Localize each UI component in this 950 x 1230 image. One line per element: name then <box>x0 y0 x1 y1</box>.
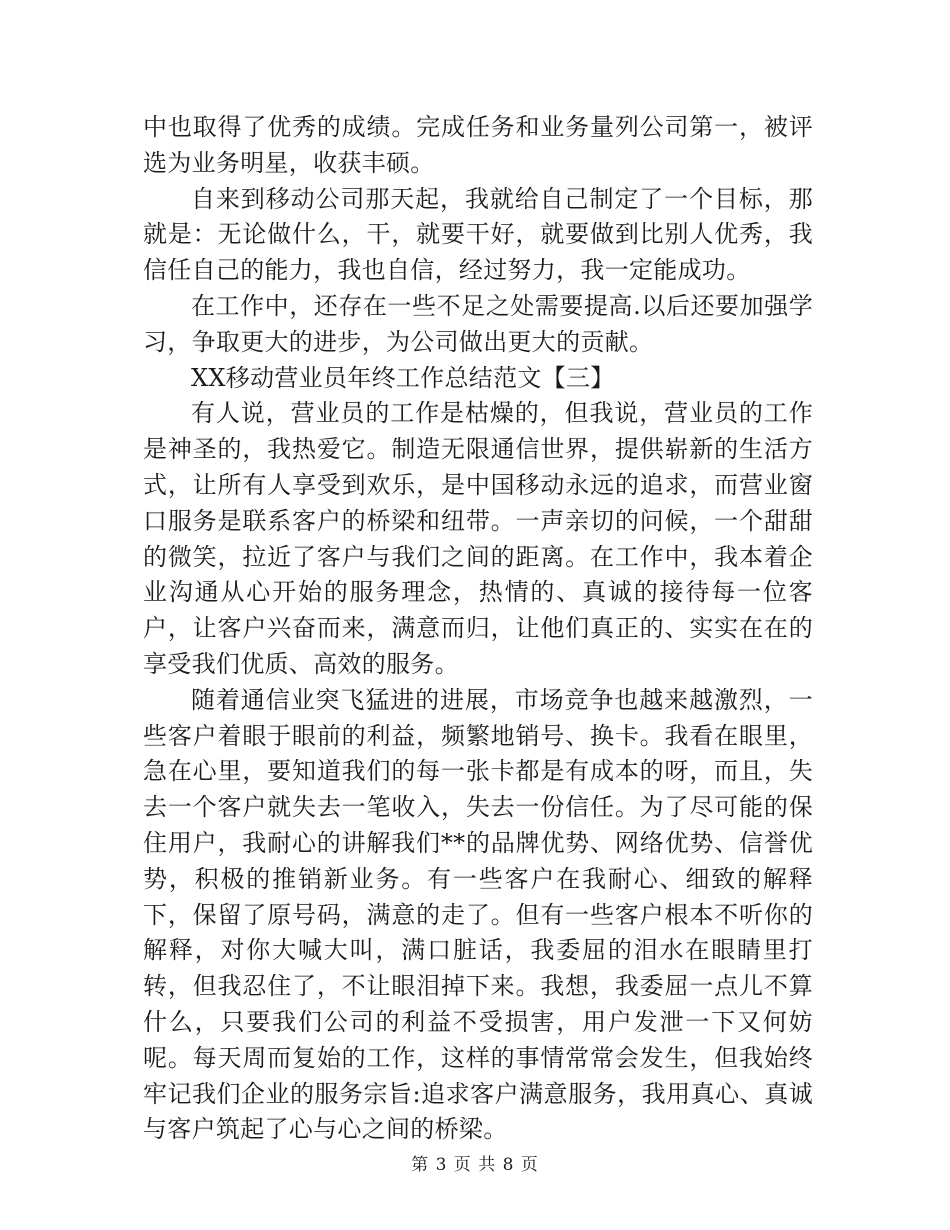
paragraph-2: 自来到移动公司那天起，我就给自己制定了一个目标，那就是：无论做什么，干，就要干好，就要做到比别人优秀，我信任自己的能力，我也自信，经过努力，我一定能成功。 <box>143 184 813 285</box>
paragraph-1: 中也取得了优秀的成绩。完成任务和业务量列公司第一，被评选为业务明星，收获丰硕。 <box>143 113 813 177</box>
paragraph-5: 随着通信业突飞猛进的进展，市场竞争也越来越激烈，一些客户着眼于眼前的利益，频繁地销号、换卡。我看在眼里，急在心里，要知道我们的每一张卡都是有成本的呀，而且，失去一个客户就失去一笔收入，失去一份信任。为了尽可能的保住用户，我耐心的讲解我们**的品牌优势、网络优势、信誉优势，积极的推销新业务。有一些客户在我耐心、细致的解释下，保留了原号码，满意的走了。但有一些客户根本不听你的解释，对你大喊大叫，满口脏话，我委屈的泪水在眼睛里打转，但我忍住了，不让眼泪掉下来。我想，我委屈一点儿不算什么，只要我们公司的利益不受损害，用户发泄一下又何妨呢。每天周而复始的工作，这样的事情常常会发生，但我始终牢记我们企业的服务宗旨:追求客户满意服务，我用真心、真诚与客户筑起了心与心之间的桥梁。 <box>143 685 813 1144</box>
page-number-footer: 第 3 页 共 8 页 <box>411 1155 539 1175</box>
paragraph-3: 在工作中，还存在一些不足之处需要提高.以后还要加强学习，争取更大的进步，为公司做出更大的贡献。 <box>143 291 813 356</box>
section-heading: XX移动营业员年终工作总结范文【三】 <box>191 363 615 392</box>
document-body <box>143 110 813 1148</box>
paragraph-4: 有人说，营业员的工作是枯燥的，但我说，营业员的工作是神圣的，我热爱它。制造无限通信世界，提供崭新的生活方式，让所有人享受到欢乐，是中国移动永远的追求，而营业窗口服务是联系客户的桥梁和纽带。一声亲切的问候，一个甜甜的微笑，拉近了客户与我们之间的距离。在工作中，我本着企业沟通从心开始的服务理念，热情的、真诚的接待每一位客户，让客户兴奋而来，满意而归，让他们真正的、实实在在的享受我们优质、高效的服务。 <box>143 399 813 678</box>
